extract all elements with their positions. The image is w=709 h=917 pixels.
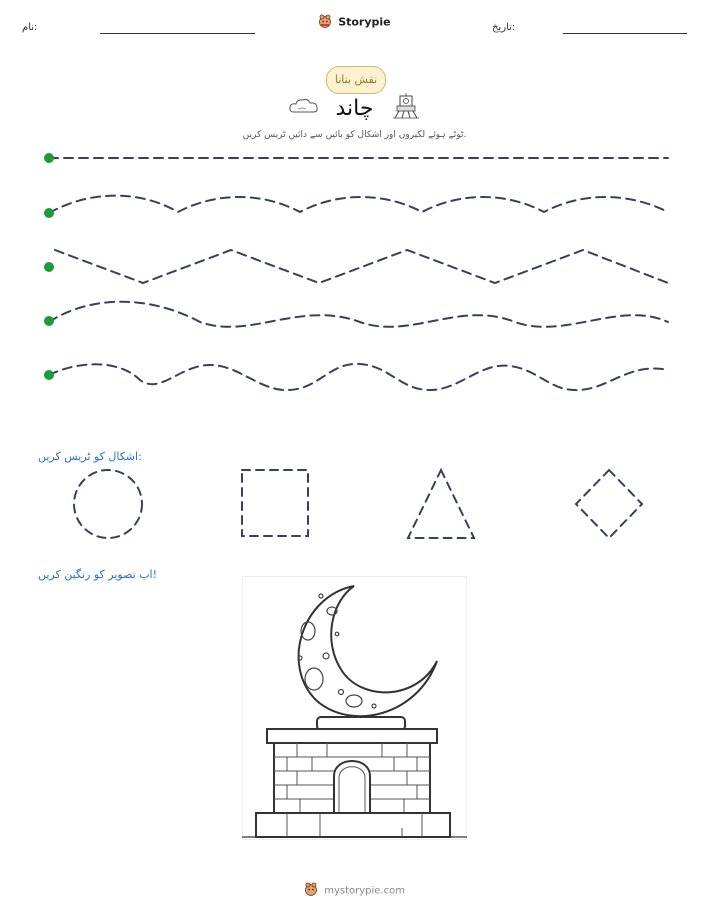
brand-name: Storypie — [338, 15, 391, 29]
start-dot — [44, 153, 54, 163]
trace-line-wave-2 — [49, 302, 668, 327]
name-line[interactable] — [100, 33, 255, 34]
instruction-text: ٹوٹے ہوئے لکیروں اور اشکال کو بائیں سے دائیں ٹریس کریں. — [242, 130, 467, 140]
storypie-logo-icon — [304, 882, 318, 899]
trace-line-wave-3 — [49, 364, 668, 390]
start-dot — [44, 316, 54, 326]
page-title: چاند — [335, 96, 374, 121]
start-dot — [44, 370, 54, 380]
color-label: اب تصویر کو رنگین کریں! — [38, 568, 158, 581]
start-dot — [44, 208, 54, 218]
start-dot — [44, 262, 54, 272]
tracing-shapes[interactable] — [0, 460, 709, 550]
lunar-lander-icon — [392, 92, 420, 124]
name-label: نام: — [22, 22, 38, 33]
activity-badge: نقش بنانا — [326, 66, 386, 94]
brand — [0, 14, 709, 31]
tracing-lines[interactable] — [0, 140, 709, 400]
footer — [0, 882, 709, 899]
trace-diamond — [576, 470, 642, 538]
shapes-label: اشکال کو ٹریس کریں: — [38, 450, 142, 463]
trace-triangle — [408, 470, 474, 538]
trace-line-wave-1 — [49, 196, 668, 213]
date-line[interactable] — [563, 33, 687, 34]
moon-coloring-image[interactable] — [242, 576, 467, 840]
date-label: تاریخ: — [492, 22, 516, 33]
trace-square — [242, 470, 308, 536]
trace-line-zigzag — [55, 250, 668, 283]
footer-url[interactable]: mystorypie.com — [324, 885, 405, 897]
trace-circle — [74, 470, 142, 538]
storypie-logo-icon — [318, 14, 332, 31]
